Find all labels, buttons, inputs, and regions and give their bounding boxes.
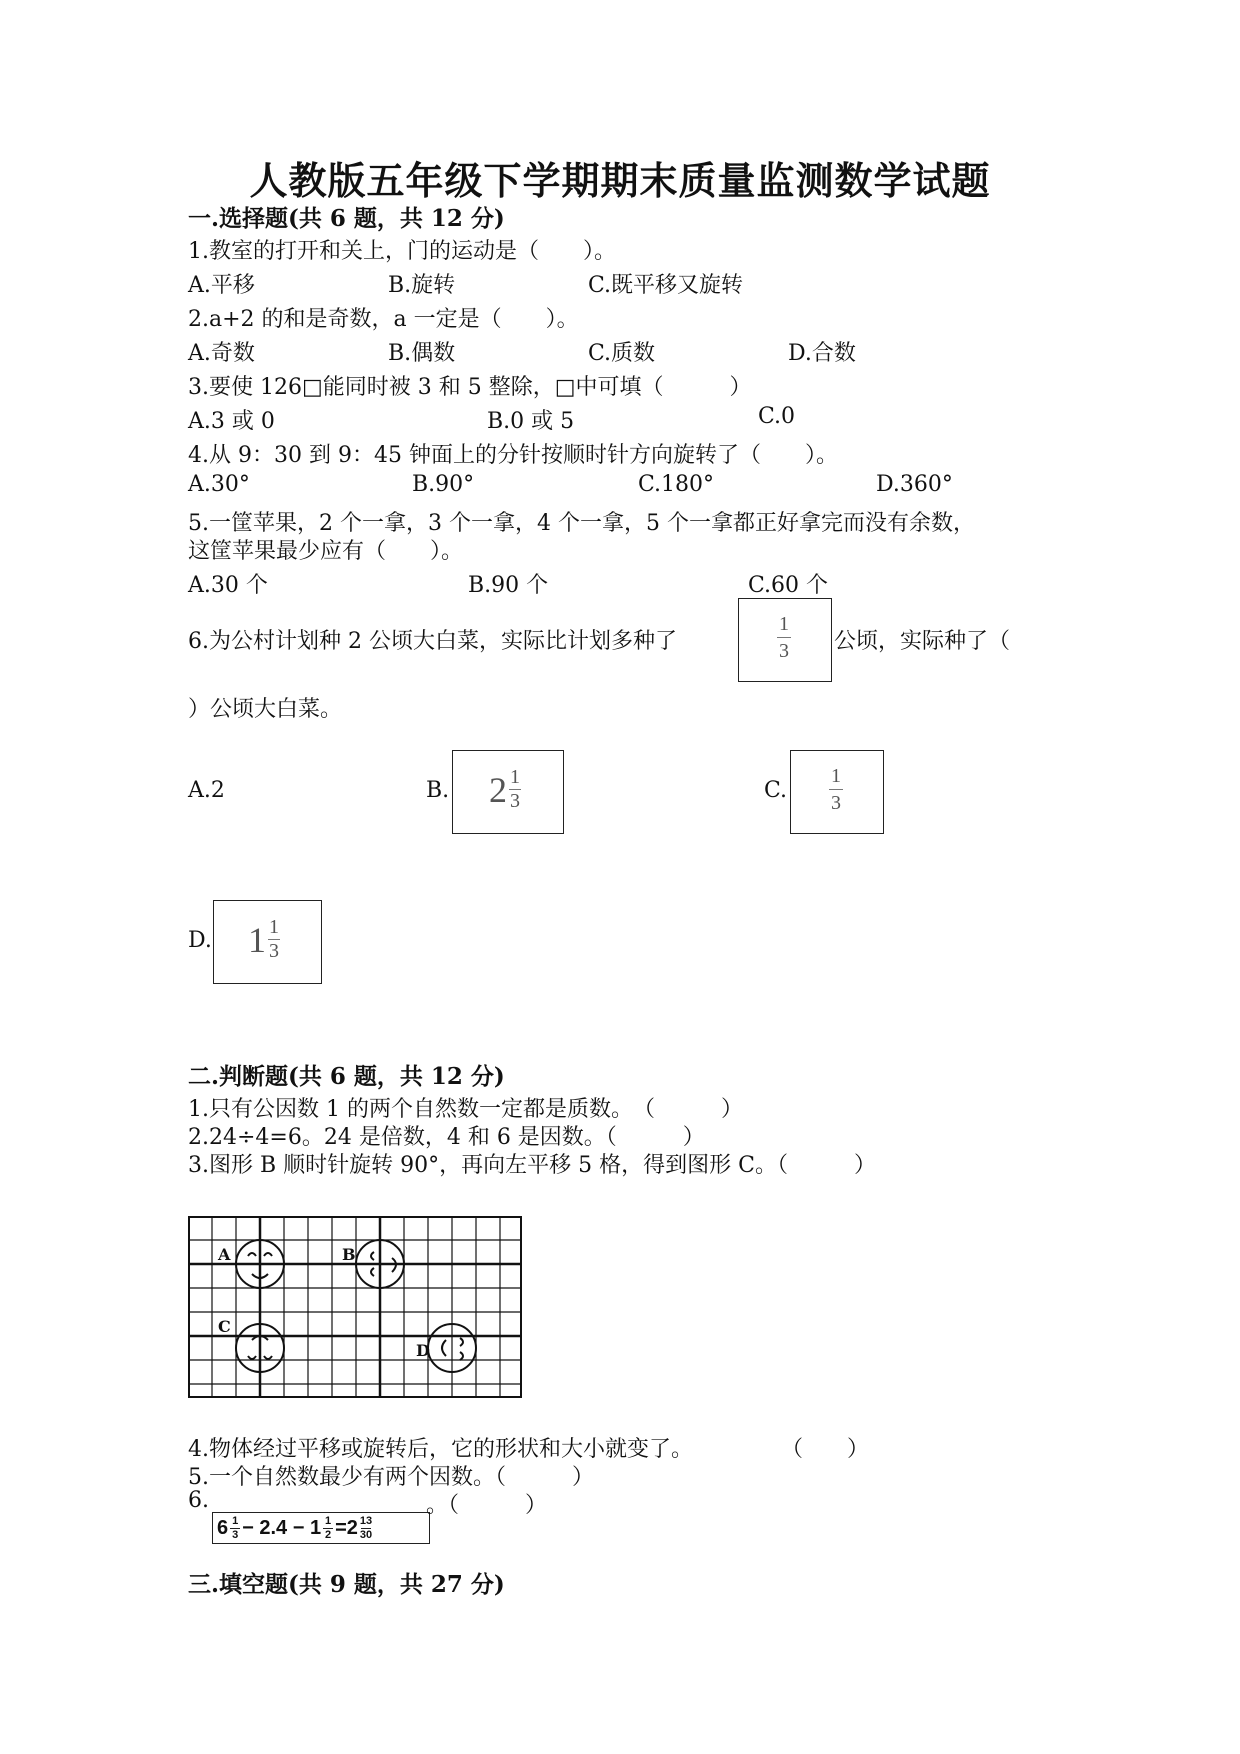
option-a: A.30 个 bbox=[188, 573, 268, 598]
grid-label-d: D bbox=[416, 1341, 430, 1360]
option-b: B.旋转 bbox=[388, 273, 456, 298]
denominator: 3 bbox=[779, 640, 789, 662]
option-c: C.质数 bbox=[588, 341, 656, 366]
grid-label-c: C bbox=[218, 1317, 231, 1336]
option-a: A.2 bbox=[188, 778, 225, 803]
option-a: A.30° bbox=[188, 472, 250, 497]
option-a: A.3 或 0 bbox=[188, 409, 275, 434]
section-heading-choice: 一.选择题(共 6 题，共 12 分) bbox=[188, 205, 505, 232]
denominator: 3 bbox=[831, 792, 841, 814]
denominator: 2 bbox=[325, 1528, 332, 1541]
whole-number: 1 bbox=[248, 919, 266, 960]
question-1-6-text-after: 公顷，实际种了（ bbox=[834, 629, 1011, 654]
option-d: D.360° bbox=[876, 472, 953, 497]
mixed-number bbox=[489, 767, 521, 812]
numerator: 1 bbox=[269, 916, 279, 938]
section-heading-judgement: 二.判断题(共 6 题，共 12 分) bbox=[188, 1063, 505, 1090]
whole-number: 2 bbox=[489, 769, 507, 810]
denominator: 3 bbox=[510, 790, 520, 812]
option-b-image-box bbox=[452, 750, 564, 834]
grid-label-b: B bbox=[342, 1245, 356, 1264]
option-b: B.偶数 bbox=[388, 341, 456, 366]
equation-image bbox=[212, 1512, 430, 1544]
option-b: B.90 个 bbox=[468, 573, 549, 598]
option-b: B.90° bbox=[412, 472, 475, 497]
equation-result: =2 bbox=[335, 1516, 358, 1539]
question-1-5-line1: 5.一筐苹果，2 个一拿，3 个一拿，4 个一拿，5 个一拿都正好拿完而没有余数， bbox=[188, 511, 975, 536]
equation-whole: 6 bbox=[217, 1516, 229, 1539]
option-c: C.0 bbox=[758, 404, 796, 429]
option-c-image-box bbox=[790, 750, 884, 834]
numerator: 13 bbox=[359, 1514, 373, 1527]
option-a: A.奇数 bbox=[188, 341, 255, 366]
option-c: C.既平移又旋转 bbox=[588, 273, 744, 298]
option-d: D.合数 bbox=[788, 341, 856, 366]
denominator: 3 bbox=[269, 940, 279, 962]
mixed-number bbox=[248, 917, 280, 962]
section-heading-fill-blank: 三.填空题(共 9 题，共 27 分) bbox=[188, 1571, 505, 1598]
question-1-2: 2.a+2 的和是奇数，a 一定是（ ）。 bbox=[188, 307, 579, 332]
option-d-image-box bbox=[213, 900, 322, 984]
option-a: A.平移 bbox=[188, 273, 255, 298]
question-1-4: 4.从 9：30 到 9：45 钟面上的分针按顺时针方向旋转了（ ）。 bbox=[188, 443, 838, 468]
equation-middle: − 2.4 − 1 bbox=[242, 1516, 322, 1539]
question-1-5-line2: 这筐苹果最少应有（ ）。 bbox=[188, 539, 464, 564]
numerator: 1 bbox=[831, 765, 841, 787]
option-d-label: D. bbox=[188, 928, 212, 953]
rotation-grid-figure bbox=[188, 1216, 522, 1398]
question-2-3: 3.图形 B 顺时针旋转 90°，再向左平移 5 格，得到图形 C。（ ） bbox=[188, 1153, 876, 1178]
question-2-5: 5.一个自然数最少有两个因数。（ ） bbox=[188, 1465, 594, 1490]
numerator: 1 bbox=[325, 1514, 332, 1527]
option-b: B.0 或 5 bbox=[487, 409, 575, 434]
fraction-image-box bbox=[738, 598, 832, 682]
option-c: C.60 个 bbox=[748, 573, 829, 598]
numerator: 1 bbox=[232, 1514, 239, 1527]
denominator: 30 bbox=[359, 1528, 373, 1541]
question-2-2: 2.24÷4=6。24 是倍数，4 和 6 是因数。（ ） bbox=[188, 1125, 705, 1150]
question-2-6-number: 6. bbox=[188, 1488, 209, 1513]
numerator: 1 bbox=[510, 766, 520, 788]
question-2-6-tail: 。（ ） bbox=[426, 1493, 548, 1518]
page-title: 人教版五年级下学期期末质量监测数学试题 bbox=[249, 158, 991, 203]
question-1-6-text: 6.为公村计划种 2 公顷大白菜，实际比计划多种了 bbox=[188, 629, 677, 654]
question-2-1: 1.只有公因数 1 的两个自然数一定都是质数。 （ ） bbox=[188, 1097, 743, 1122]
option-c-label: C. bbox=[764, 778, 788, 803]
grid-label-a: A bbox=[218, 1245, 231, 1264]
option-b-label: B. bbox=[426, 778, 450, 803]
question-1-6-line2: ）公顷大白菜。 bbox=[188, 697, 343, 722]
question-1-1: 1.教室的打开和关上，门的运动是（ ）。 bbox=[188, 239, 616, 264]
question-2-4: 4.物体经过平移或旋转后，它的形状和大小就变了。 （ ） bbox=[188, 1437, 869, 1462]
numerator: 1 bbox=[779, 613, 789, 635]
option-c: C.180° bbox=[638, 472, 715, 497]
denominator: 3 bbox=[232, 1528, 239, 1541]
question-1-3: 3.要使 126□能同时被 3 和 5 整除，□中可填（ ） bbox=[188, 375, 752, 400]
